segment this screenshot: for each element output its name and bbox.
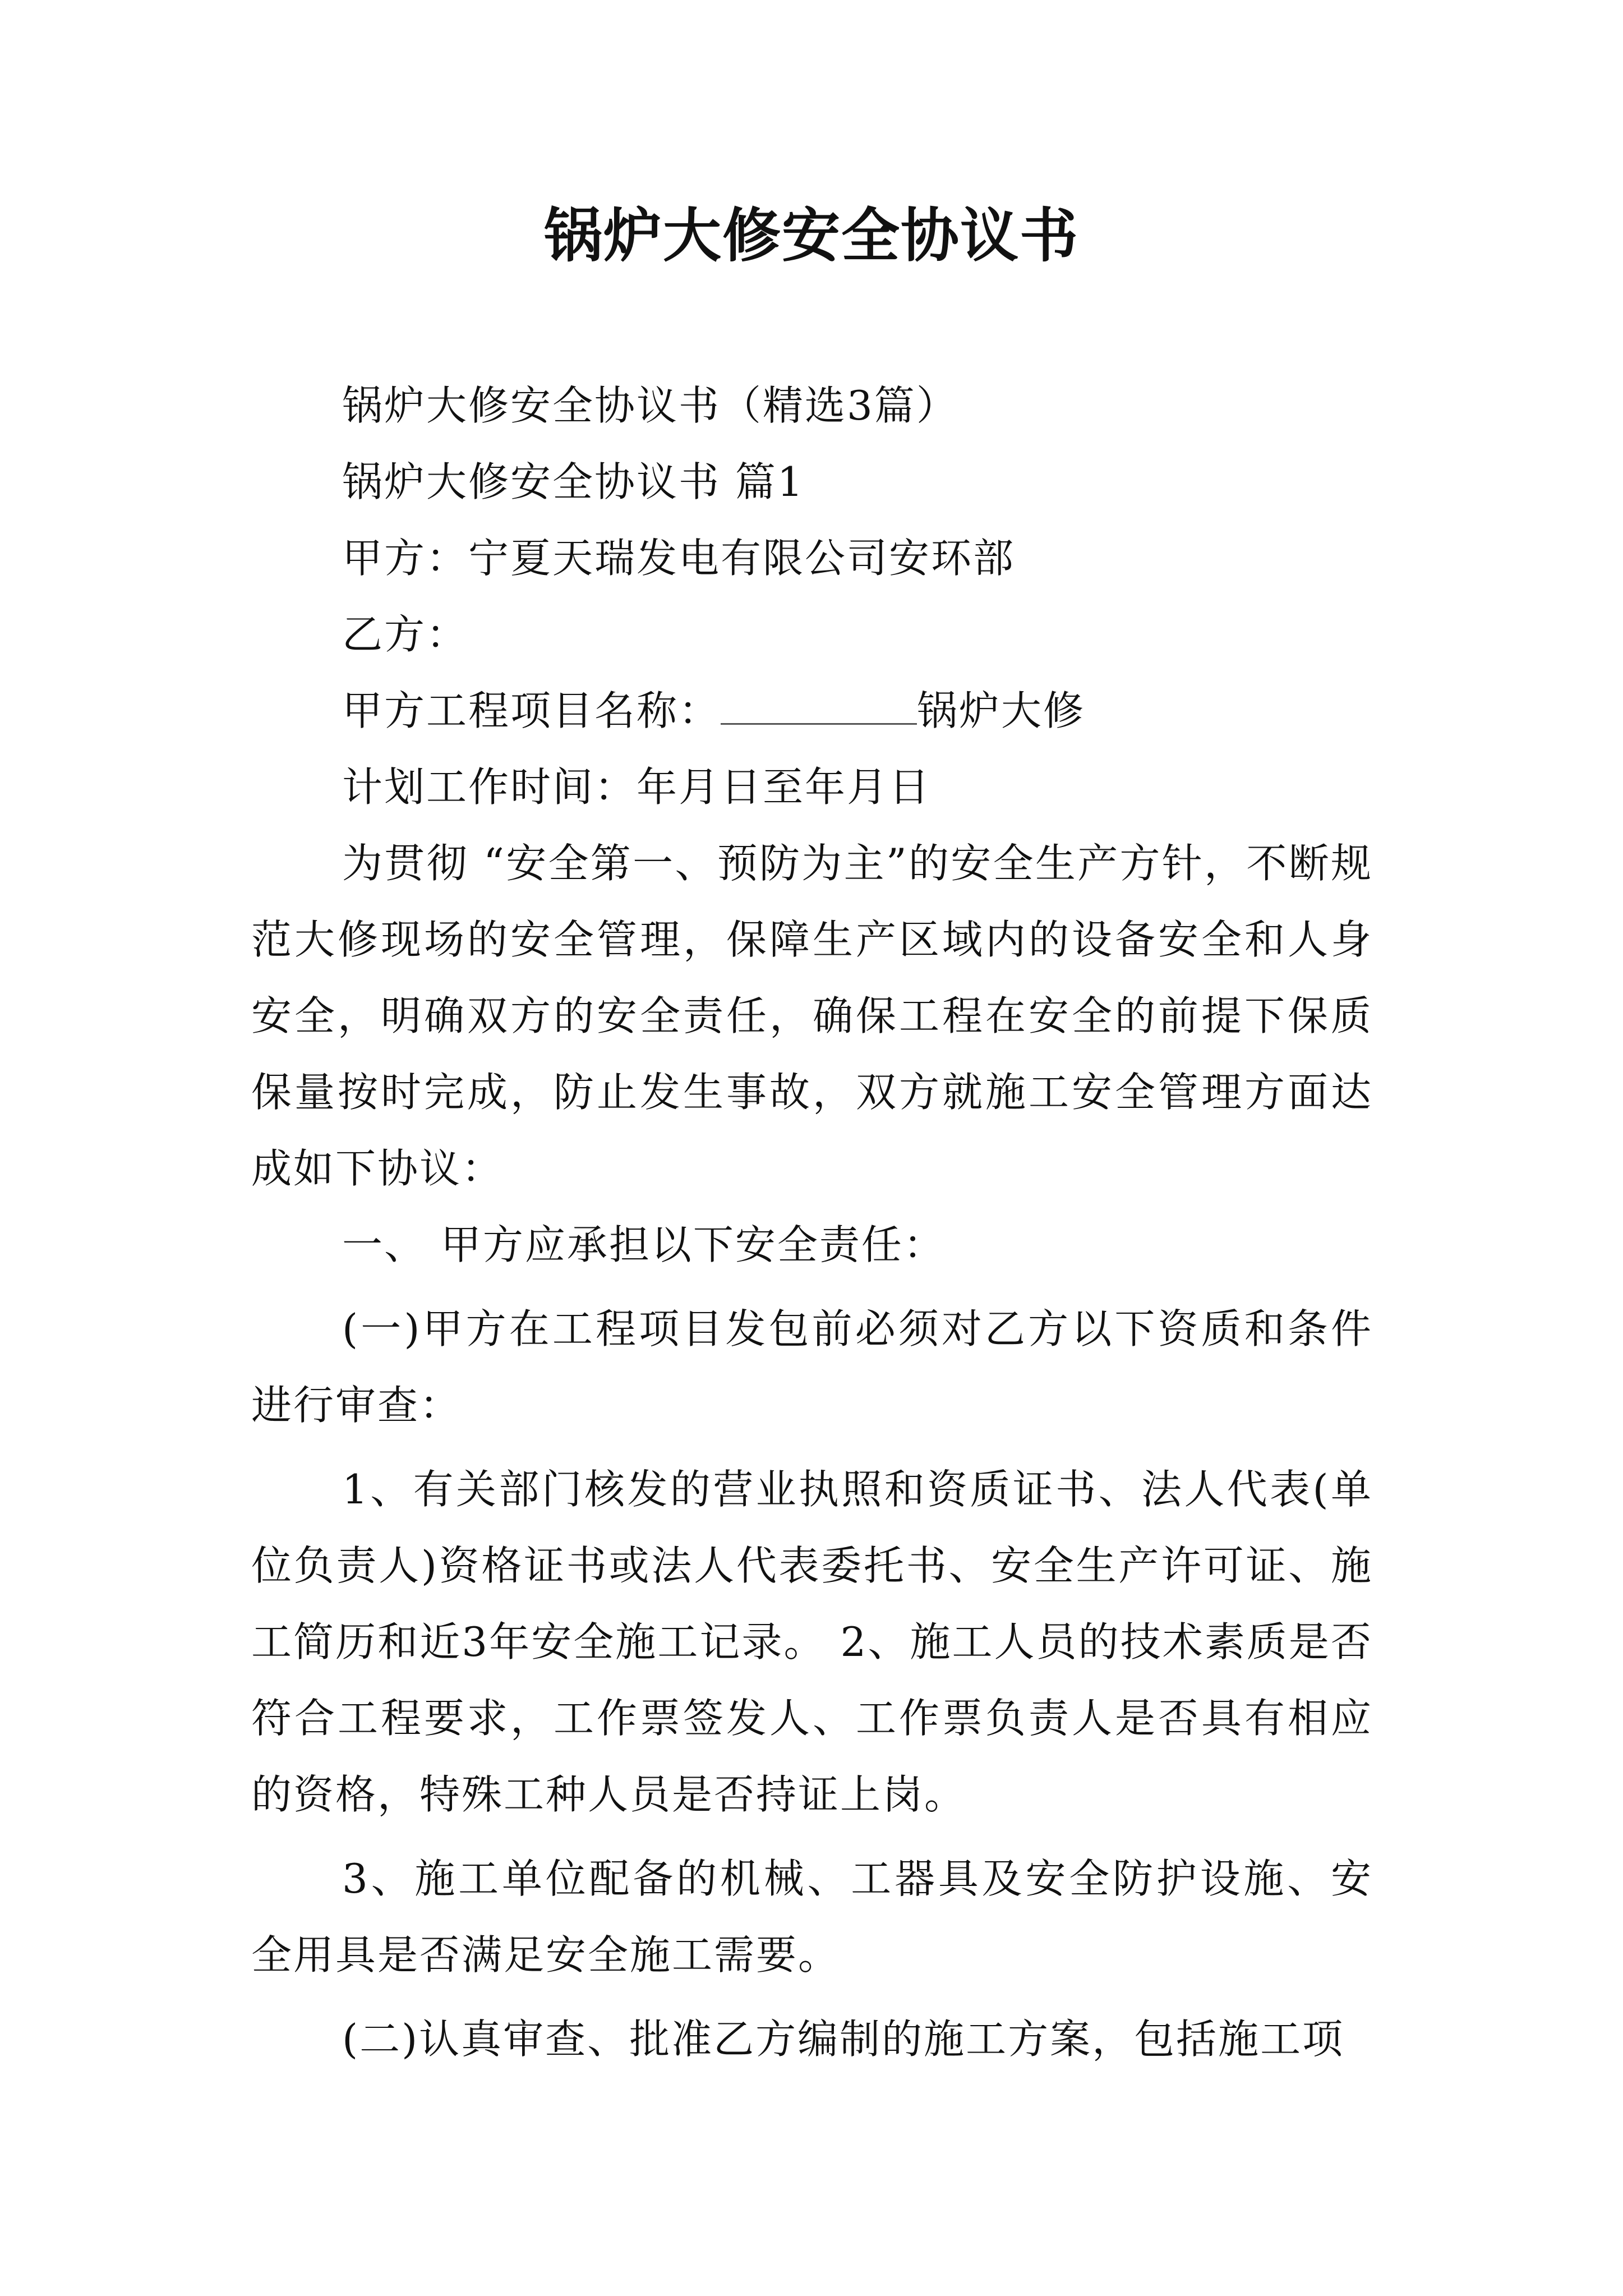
- paragraph-section-heading: 锅炉大修安全协议书 篇1: [342, 458, 805, 505]
- paragraph-project-name: [251, 673, 1373, 749]
- paragraph-clause-1-1: (一)甲方在工程项目发包前必须对乙方以下资质和条件进行审查：: [251, 1305, 1373, 1429]
- project-name-blank: [721, 684, 917, 725]
- paragraph-subtitle: 锅炉大修安全协议书（精选3篇）: [342, 382, 958, 429]
- paragraph-party-a: 甲方：宁夏天瑞发电有限公司安环部: [342, 535, 1016, 582]
- paragraph-preamble: 为贯彻 “安全第一、预防为主”的安全生产方针，不断规范大修现场的安全管理，保障生产区域内的设备安全和人身安全，明确双方的安全责任，确保工程在安全的前提下保质保量按时完成，防止发生事故，双方就施工安全管理方面达成如下协议：: [251, 840, 1373, 1192]
- document-title: 锅炉大修安全协议书: [543, 201, 1079, 270]
- project-name-label: 甲方工程项目名称：: [342, 687, 721, 734]
- document-body: [251, 367, 1373, 2077]
- paragraph-clause-items-1-2: 1、有关部门核发的营业执照和资质证书、法人代表(单位负责人)资格证书或法人代表委托书、安全生产许可证、施工简历和近3年安全施工记录。 2、施工人员的技术素质是否符合工程要求，工作票签发人、工作票负责人是否具有相应的资格，特殊工种人员是否持证上岗。: [251, 1466, 1373, 1818]
- project-name-value: 锅炉大修: [917, 687, 1086, 734]
- paragraph-clause-1-2: (二)认真审查、批准乙方编制的施工方案，包括施工项: [342, 2016, 1345, 2063]
- paragraph-schedule: 计划工作时间：年月日至年月日: [342, 763, 932, 811]
- paragraph-clause-item-3: 3、施工单位配备的机械、工器具及安全防护设施、安全用具是否满足安全施工需要。: [251, 1855, 1373, 1978]
- paragraph-clause-1-heading: 一、 甲方应承担以下安全责任：: [342, 1221, 946, 1268]
- paragraph-party-b: 乙方：: [342, 611, 469, 658]
